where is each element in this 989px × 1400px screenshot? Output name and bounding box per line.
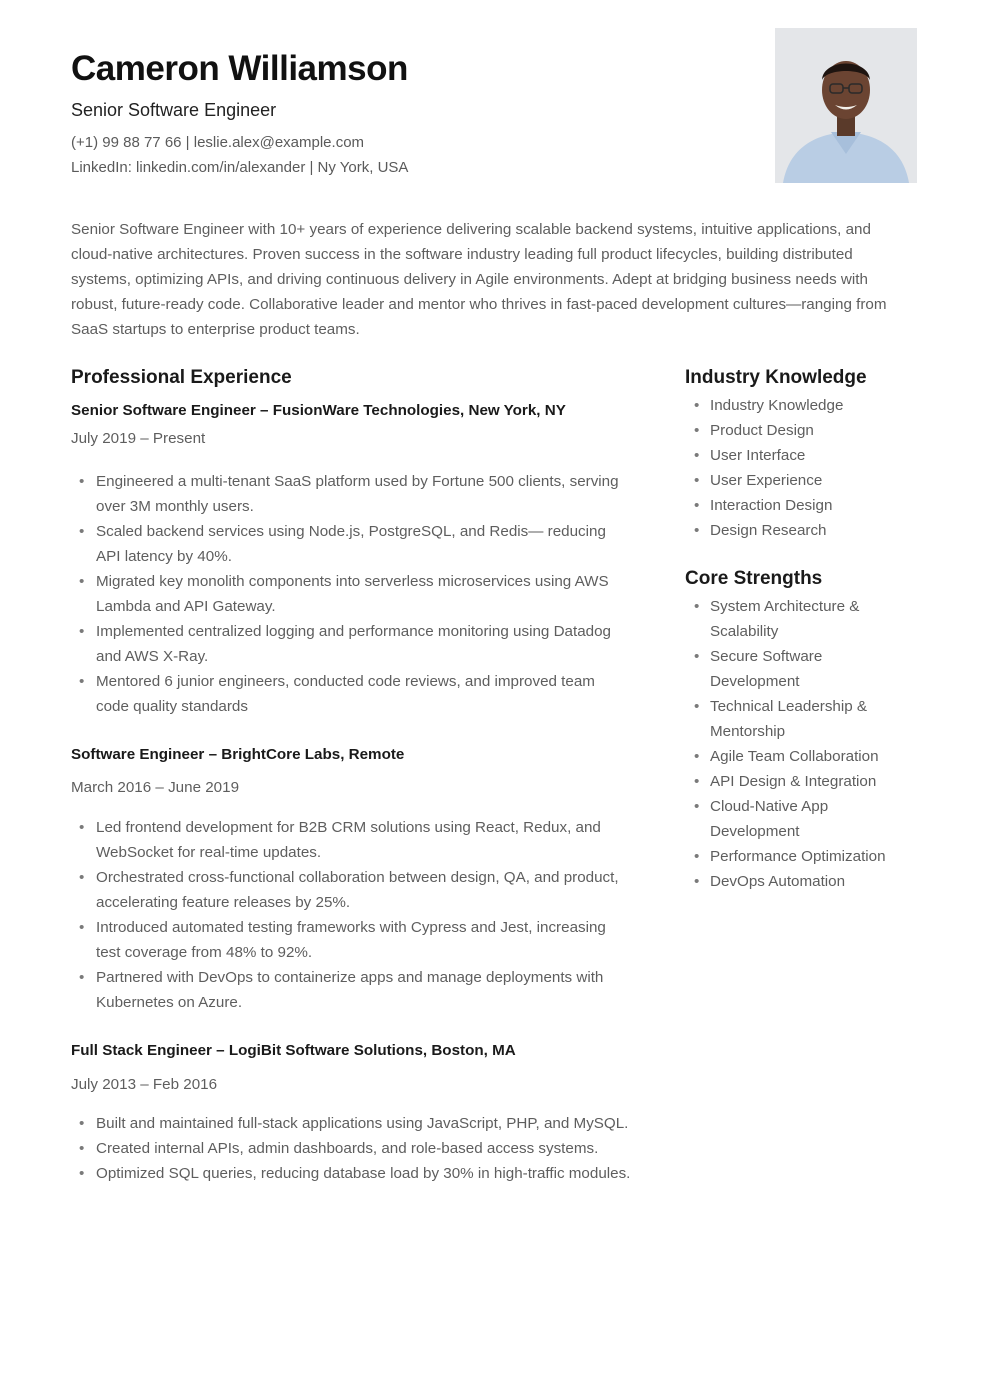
industry-knowledge-heading: Industry Knowledge xyxy=(685,367,867,388)
list-item: • DevOps Automation xyxy=(685,869,890,894)
list-item: • Agile Team Collaboration xyxy=(685,744,890,769)
candidate-title: Senior Software Engineer xyxy=(71,100,277,120)
list-item: • Orchestrated cross-functional collaboration between design, QA, and product, accelerating feature releases by 25%. xyxy=(71,865,631,915)
list-item: • Design Research xyxy=(685,518,920,543)
candidate-name: Cameron Williamson xyxy=(71,49,408,88)
job-bullets-3 xyxy=(71,1111,631,1186)
list-item: • Performance Optimization xyxy=(685,844,890,869)
list-item: • Cloud-Native App Development xyxy=(685,794,890,844)
list-item: • Migrated key monolith components into serverless microservices using AWS Lambda and API Gateway. xyxy=(71,569,631,619)
list-item: • Optimized SQL queries, reducing database load by 30% in high-traffic modules. xyxy=(71,1161,631,1186)
job-bullets-1 xyxy=(71,469,631,719)
list-item: • Partnered with DevOps to containerize apps and manage deployments with Kubernetes on Azure. xyxy=(71,965,631,1015)
list-item: • User Interface xyxy=(685,443,920,468)
list-item: • Implemented centralized logging and performance monitoring using Datadog and AWS X-Ray. xyxy=(71,619,631,669)
contact-phone-email: (+1) 99 88 77 66 | leslie.alex@example.com xyxy=(71,134,365,151)
job-bullets-2 xyxy=(71,815,631,1015)
job-title-1: Senior Software Engineer – FusionWare Technologies, New York, NY xyxy=(71,402,566,419)
list-item: • Industry Knowledge xyxy=(685,393,920,418)
profile-photo xyxy=(775,28,917,183)
list-item: • API Design & Integration xyxy=(685,769,890,794)
list-item: • Introduced automated testing frameworks with Cypress and Jest, increasing test coverage from 48% to 92%. xyxy=(71,915,631,965)
list-item: • Mentored 6 junior engineers, conducted code reviews, and improved team code quality standards xyxy=(71,669,631,719)
list-item: • Product Design xyxy=(685,418,920,443)
portrait-illustration xyxy=(775,28,917,183)
list-item: • User Experience xyxy=(685,468,920,493)
list-item: • Created internal APIs, admin dashboards, and role-based access systems. xyxy=(71,1136,631,1161)
list-item: • Technical Leadership & Mentorship xyxy=(685,694,890,744)
list-item: • System Architecture & Scalability xyxy=(685,594,890,644)
list-item: • Secure Software Development xyxy=(685,644,890,694)
professional-summary: Senior Software Engineer with 10+ years of experience delivering scalable backend systems, intuitive applications, and cloud-native architectures. Proven success in the software industry leading full product lifecycles, building distributed systems, optimizing APIs, and driving continuous delivery in Agile environments. Adept at bridging business needs with robust, future-ready code. Collaborative leader and mentor who thrives in fast-paced development cultures—ranging from SaaS startups to enterprise product teams. xyxy=(71,221,887,338)
job-title-3: Full Stack Engineer – LogiBit Software Solutions, Boston, MA xyxy=(71,1042,516,1059)
list-item: • Scaled backend services using Node.js, PostgreSQL, and Redis— reducing API latency by 40%. xyxy=(71,519,631,569)
list-item: • Interaction Design xyxy=(685,493,920,518)
job-dates-3: July 2013 – Feb 2016 xyxy=(71,1076,218,1093)
job-dates-2: March 2016 – June 2019 xyxy=(71,779,240,796)
list-item: • Built and maintained full-stack applications using JavaScript, PHP, and MySQL. xyxy=(71,1111,631,1136)
industry-knowledge-list xyxy=(685,393,920,543)
contact-linkedin-location: LinkedIn: linkedin.com/in/alexander | Ny York, USA xyxy=(71,159,409,176)
list-item: • Engineered a multi-tenant SaaS platform used by Fortune 500 clients, serving over 3M monthly users. xyxy=(71,469,631,519)
job-title-2: Software Engineer – BrightCore Labs, Remote xyxy=(71,746,405,763)
job-dates-1: July 2019 – Present xyxy=(71,430,206,447)
experience-heading: Professional Experience xyxy=(71,367,292,388)
core-strengths-heading: Core Strengths xyxy=(685,568,823,589)
core-strengths-list xyxy=(685,594,890,894)
list-item: • Led frontend development for B2B CRM solutions using React, Redux, and WebSocket for real-time updates. xyxy=(71,815,631,865)
